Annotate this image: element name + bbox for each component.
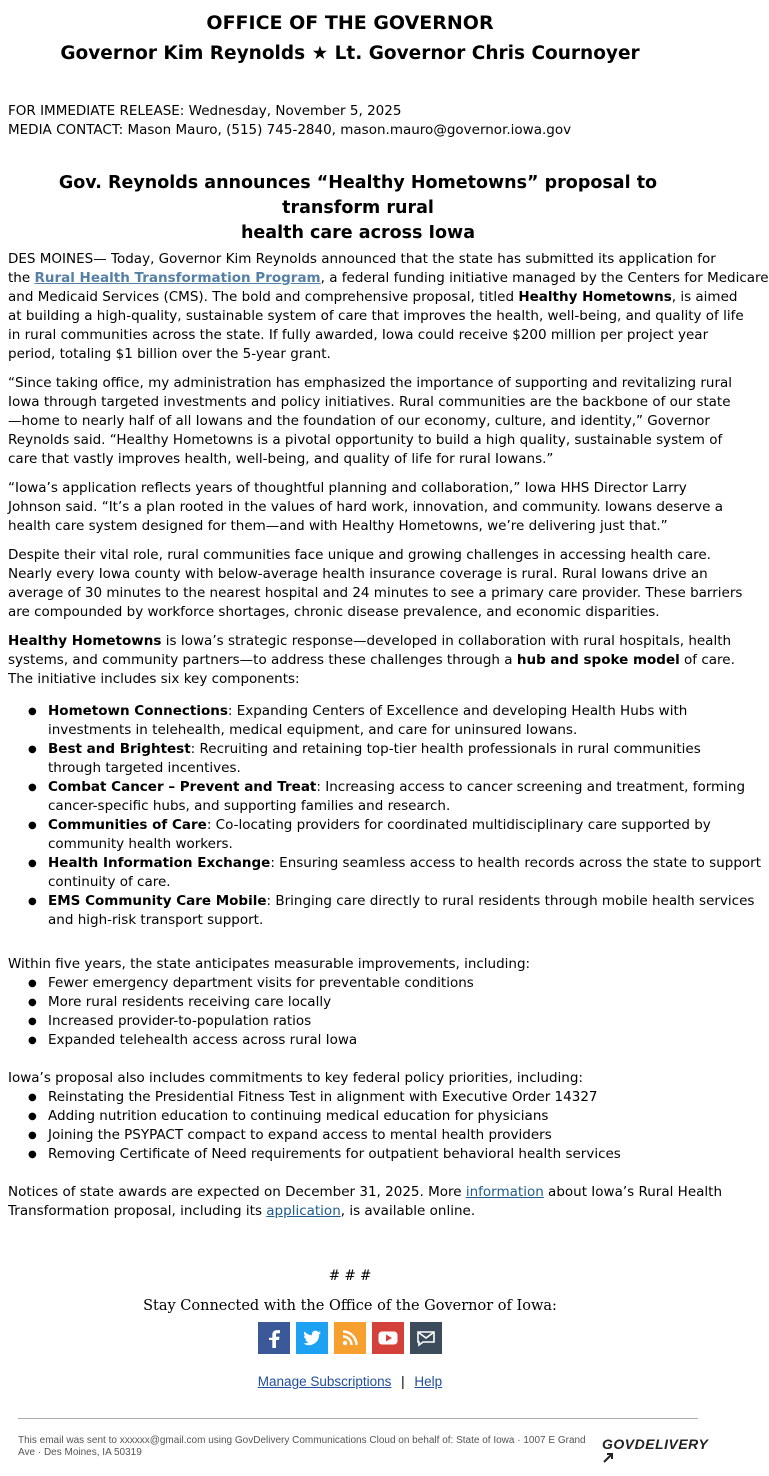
spacer	[8, 536, 708, 546]
facebook-icon[interactable]	[258, 1322, 290, 1354]
text-line	[8, 269, 769, 288]
text-span: investments in telehealth, medical equipment, and care for uninsured Iowans.	[48, 722, 578, 738]
text-span: is Iowa’s strategic response—developed in collaboration with rural hospitals, health	[161, 633, 732, 649]
release-meta	[8, 102, 708, 140]
text-span: : Recruiting and retaining top-tier health professionals in rural communities	[190, 741, 701, 757]
paragraph-challenges	[8, 546, 743, 622]
paragraph-hhs-quote	[8, 479, 723, 536]
youtube-glyph	[372, 1322, 404, 1354]
text-line: The initiative includes six key components:	[8, 671, 300, 687]
governor-name: Governor Kim Reynolds	[60, 43, 306, 64]
end-mark: # # #	[328, 1268, 372, 1284]
list-item: ● Joining the PSYPACT compact to expand access to mental health providers	[48, 1126, 708, 1145]
text-line	[8, 288, 738, 307]
lt-governor-name: Lt. Governor Chris Cournoyer	[334, 43, 640, 64]
footer-divider	[18, 1418, 698, 1419]
text-line: in rural communities across the state. If fully awarded, Iowa could receive $200 million per project year	[8, 327, 709, 343]
paragraph-governor-quote	[8, 374, 733, 469]
improvements-list	[8, 974, 708, 1050]
text-line	[8, 651, 735, 670]
text-line: “Since taking office, my administration has emphasized the importance of supporting and revitalizing rural	[8, 375, 733, 391]
improvements-intro: Within five years, the state anticipates measurable improvements, including:	[8, 956, 531, 972]
text-span: and Medicaid Services (CMS). The bold and comprehensive proposal, titled	[8, 289, 519, 305]
govdelivery-logo-text: GOVDELIVERY	[602, 1436, 709, 1452]
component-name: EMS Community Care Mobile	[48, 893, 267, 909]
release-date: FOR IMMEDIATE RELEASE: Wednesday, November 5, 2025	[8, 103, 402, 119]
text-span: Notices of state awards are expected on December 31, 2025. More	[8, 1184, 466, 1200]
star-icon: ★	[311, 43, 329, 64]
list-item	[48, 740, 708, 778]
components-list	[8, 702, 762, 930]
social-icons	[8, 1322, 692, 1354]
text-line: at building a high-quality, sustainable system of care that improves the health, well-being, and quality of life	[8, 308, 744, 324]
application-link[interactable]: application	[266, 1203, 341, 1219]
rural-health-program-link[interactable]: Rural Health Transformation Program	[34, 270, 321, 286]
list-item: ● Adding nutrition education to continuing medical education for physicians	[48, 1107, 708, 1126]
spacer	[8, 1050, 708, 1069]
twitter-glyph	[296, 1322, 328, 1354]
rss-glyph	[334, 1322, 366, 1354]
help-link[interactable]: Help	[414, 1374, 443, 1389]
email-glyph	[410, 1322, 442, 1354]
list-item	[48, 702, 708, 740]
link-separator: |	[401, 1374, 405, 1389]
policy-list	[8, 1088, 708, 1164]
list-item: ● Expanded telehealth access across rural Iowa	[48, 1031, 708, 1050]
text-span: : Bringing care directly to rural residents through mobile health services	[266, 893, 755, 909]
text-line: care that vastly improves health, well-being, and quality of life for rural Iowans.”	[8, 451, 554, 467]
text-span: Transformation proposal, including its	[8, 1203, 267, 1219]
text-span: the	[8, 270, 35, 286]
spacer	[8, 1164, 708, 1183]
spacer	[8, 622, 708, 632]
text-span: systems, and community partners—to address these challenges through a	[8, 652, 517, 668]
logo-arrow-icon	[602, 1452, 614, 1464]
rss-icon[interactable]	[334, 1322, 366, 1354]
text-span: community health workers.	[48, 836, 233, 852]
text-line: health care system designed for them—and with Healthy Hometowns, we’re delivering just that.”	[8, 518, 668, 534]
component-name: Hometown Connections	[48, 703, 228, 719]
text-span: of care.	[679, 652, 735, 668]
text-line: Despite their vital role, rural communities face unique and growing challenges in accessing health care.	[8, 547, 711, 563]
text-line	[8, 632, 732, 651]
list-item: ● Removing Certificate of Need requirements for outpatient behavioral health services	[48, 1145, 708, 1164]
text-span: through targeted incentives.	[48, 760, 241, 776]
paragraph-strategy	[8, 632, 735, 689]
component-name: Health Information Exchange	[48, 855, 271, 871]
facebook-glyph	[258, 1322, 290, 1354]
list-item	[48, 778, 746, 816]
paragraph-intro	[8, 250, 769, 364]
spacer	[8, 364, 708, 374]
list-item	[48, 854, 762, 892]
media-contact: MEDIA CONTACT: Mason Mauro, (515) 745-2840, mason.mauro@governor.iowa.gov	[8, 122, 572, 138]
text-span: cancer-specific hubs, and supporting families and research.	[48, 798, 451, 814]
headline-line-2: health care across Iowa	[240, 223, 476, 243]
component-name: Best and Brightest	[48, 741, 191, 757]
youtube-icon[interactable]	[372, 1322, 404, 1354]
text-line: Reynolds said. “Healthy Hometowns is a pivotal opportunity to build a high quality, sustainable system of	[8, 432, 723, 448]
stay-connected-label: Stay Connected with the Office of the Governor of Iowa:	[143, 1298, 557, 1314]
manage-subscriptions-link[interactable]: Manage Subscriptions	[257, 1374, 392, 1389]
spacer	[8, 930, 708, 955]
bold-text: hub and spoke model	[516, 652, 680, 668]
text-line: Johnson said. “It’s a plan rooted in the values of hard work, innovation, and community. Iowans deserve a	[8, 499, 723, 515]
footer-links	[8, 1374, 692, 1389]
headline-line-1: Gov. Reynolds announces “Healthy Hometowns” proposal to transform rural	[58, 173, 658, 218]
text-line: DES MOINES— Today, Governor Kim Reynolds announced that the state has submitted its application for	[8, 251, 716, 267]
text-span: : Co-locating providers for coordinated multidisciplinary care supported by	[206, 817, 711, 833]
list-item: ● Reinstating the Presidential Fitness Test in alignment with Executive Order 14327	[48, 1088, 708, 1107]
twitter-icon[interactable]	[296, 1322, 328, 1354]
text-span: about Iowa’s Rural Health	[543, 1184, 722, 1200]
text-line	[8, 1202, 708, 1221]
email-icon[interactable]	[410, 1322, 442, 1354]
list-item	[48, 892, 755, 930]
footer-fine-print: This email was sent to xxxxxx@gmail.com using GovDelivery Communications Cloud on behalf of: State of Iowa · 1007 E Grand Ave · Des Moines, IA 50319	[18, 1435, 586, 1458]
list-item: ● Increased provider-to-population ratios	[48, 1012, 708, 1031]
list-item: ● More rural residents receiving care locally	[48, 993, 708, 1012]
text-span: , is aimed	[671, 289, 738, 305]
text-span: , a federal funding initiative managed by the Centers for Medicare	[320, 270, 769, 286]
text-line: —home to nearly half of all Iowans and the foundation of our economy, culture, and identity,” Governor	[8, 413, 710, 429]
text-line: Iowa through targeted investments and policy initiatives. Rural communities are the backbone of our state	[8, 394, 731, 410]
text-span: and high-risk transport support.	[48, 912, 264, 928]
paragraph-closing	[8, 1183, 722, 1221]
spacer	[8, 469, 708, 479]
press-release	[8, 0, 769, 1389]
text-span: continuity of care.	[48, 874, 171, 890]
text-span: : Expanding Centers of Excellence and developing Health Hubs with	[227, 703, 688, 719]
text-line: period, totaling $1 billion over the 5-year grant.	[8, 346, 331, 362]
component-name: Combat Cancer – Prevent and Treat	[48, 779, 317, 795]
text-span: : Increasing access to cancer screening and treatment, forming	[316, 779, 746, 795]
governor-line	[8, 36, 692, 72]
list-item: ● Fewer emergency department visits for preventable conditions	[48, 974, 708, 993]
letterhead	[8, 10, 692, 72]
text-line: “Iowa’s application reflects years of thoughtful planning and collaboration,” Iowa HHS Director Larry	[8, 480, 687, 496]
govdelivery-logo	[602, 1436, 708, 1468]
bold-text: Healthy Hometowns	[8, 633, 162, 649]
office-title: OFFICE OF THE GOVERNOR	[206, 12, 494, 34]
text-line	[8, 1183, 722, 1202]
text-span: , is available online.	[340, 1203, 476, 1219]
text-line: Nearly every Iowa county with below-average health insurance coverage is rural. Rural Iowans drive an	[8, 566, 708, 582]
information-link[interactable]: information	[465, 1184, 544, 1200]
policy-intro: Iowa’s proposal also includes commitments to key federal policy priorities, including:	[8, 1070, 583, 1086]
component-name: Communities of Care	[48, 817, 207, 833]
text-span: : Ensuring seamless access to health records across the state to support	[270, 855, 762, 871]
list-item	[48, 816, 711, 854]
text-line: average of 30 minutes to the nearest hospital and 24 minutes to see a primary care provider. These barriers	[8, 585, 743, 601]
text-line: are compounded by workforce shortages, chronic disease prevalence, and economic disparities.	[8, 604, 660, 620]
headline	[8, 171, 708, 246]
bold-text: Healthy Hometowns	[518, 289, 672, 305]
